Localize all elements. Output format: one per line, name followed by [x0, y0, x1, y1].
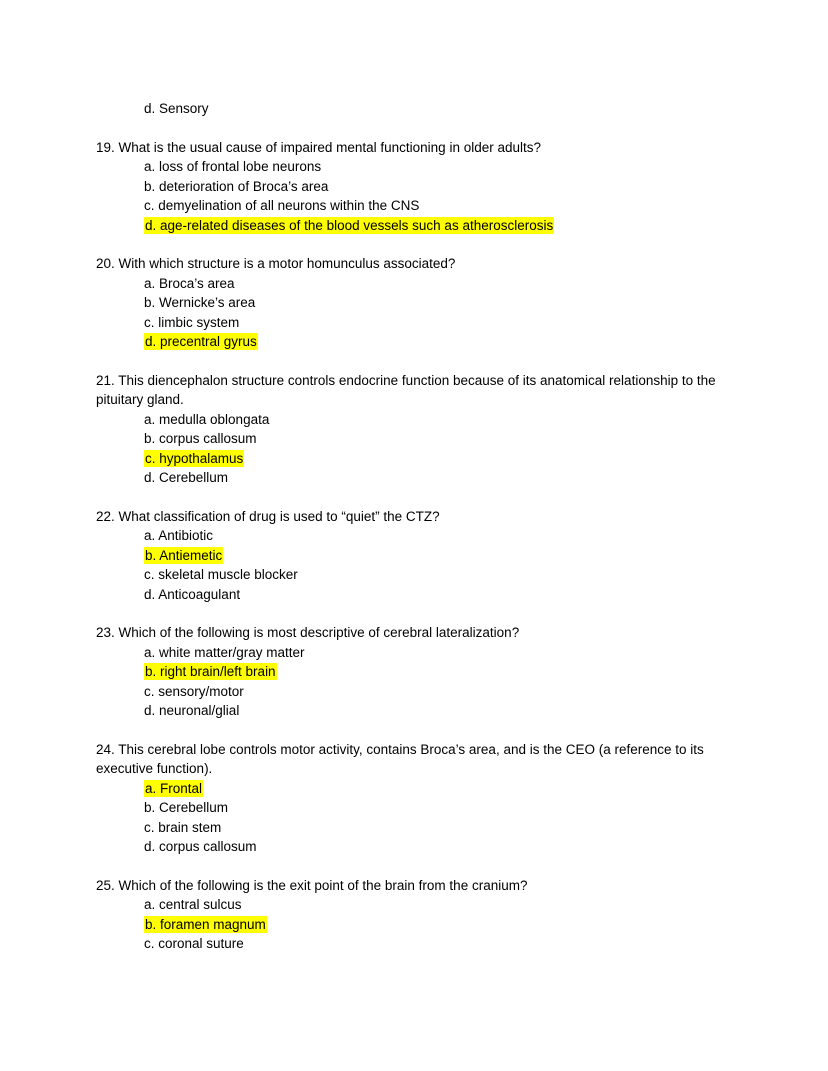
- question-text: 23. Which of the following is most descriptive of cerebral lateralization?: [96, 625, 520, 640]
- answer-option: [96, 216, 732, 236]
- answer-option-text: b. Cerebellum: [144, 800, 229, 815]
- highlighted-answer-text: c. hypothalamus: [145, 450, 244, 466]
- answer-option: [96, 798, 732, 818]
- question-text: 25. Which of the following is the exit point of the brain from the cranium?: [96, 877, 528, 893]
- question-block-19: [96, 138, 732, 236]
- answer-option: [96, 682, 732, 702]
- answer-option: [96, 565, 732, 585]
- answer-option-text: c. skeletal muscle blocker: [144, 567, 298, 582]
- question-text: 19. What is the usual cause of impaired mental functioning in older adults?: [96, 139, 542, 155]
- answer-option: [96, 818, 732, 838]
- answer-option: [96, 177, 732, 197]
- question-text: 20. With which structure is a motor homunculus associated?: [96, 256, 456, 271]
- question-block-22: [96, 507, 732, 605]
- answer-option: [96, 643, 732, 663]
- answer-option: [96, 468, 732, 488]
- highlighted-answer-text: b. right brain/left brain: [145, 664, 276, 679]
- answer-option-text: a. Broca’s area: [144, 275, 235, 291]
- answer-option: [96, 837, 732, 857]
- question-block-24: [96, 740, 732, 857]
- answer-option-text: d. Anticoagulant: [144, 586, 241, 602]
- answer-option-text: b. corpus callosum: [144, 431, 257, 446]
- answer-option-text: b. deterioration of Broca’s area: [144, 178, 329, 194]
- answer-option-text: b. Wernicke’s area: [144, 295, 256, 310]
- answer-option: [96, 662, 732, 682]
- answer-option: [96, 313, 732, 333]
- answer-option-text: d. corpus callosum: [144, 839, 257, 854]
- answer-option-text: a. white matter/gray matter: [144, 644, 305, 660]
- question-block-21: [96, 371, 732, 488]
- answer-option-text: a. medulla oblongata: [144, 411, 270, 427]
- answer-option: [96, 410, 732, 430]
- answer-option-text: a. loss of frontal lobe neurons: [144, 159, 322, 174]
- answer-option: [96, 526, 732, 546]
- answer-option-text: c. sensory/motor: [144, 683, 244, 699]
- highlighted-answer-text: b. foramen magnum: [145, 916, 266, 932]
- highlighted-answer-text: d. age-related diseases of the blood vessels such as atherosclerosis: [145, 217, 554, 233]
- answer-option-text: a. Antibiotic: [144, 528, 214, 543]
- answer-option: [96, 915, 732, 935]
- answer-option-text: d. neuronal/glial: [144, 703, 240, 718]
- answer-option-text: c. demyelination of all neurons within the CNS: [144, 198, 420, 213]
- question-text: 22. What classification of drug is used to “quiet” the CTZ?: [96, 508, 440, 524]
- answer-option: [96, 429, 732, 449]
- question-block-25: [96, 876, 732, 954]
- highlighted-answer-text: b. Antiemetic: [145, 547, 223, 563]
- highlighted-answer-text: d. precentral gyrus: [145, 334, 257, 349]
- answer-option: [96, 157, 732, 177]
- answer-option: [96, 779, 732, 799]
- answer-option: [96, 895, 732, 915]
- questions-container: [96, 138, 732, 954]
- highlighted-answer-text: a. Frontal: [145, 780, 203, 796]
- answer-option: [96, 546, 732, 566]
- question-block-20: [96, 254, 732, 352]
- answer-option: [96, 934, 732, 954]
- answer-option: [96, 196, 732, 216]
- answer-option: [96, 293, 732, 313]
- answer-option: [96, 449, 732, 469]
- answer-option: [96, 332, 732, 352]
- answer-option-text: d. Cerebellum: [144, 470, 229, 485]
- answer-option: [96, 701, 732, 721]
- answer-option: [96, 585, 732, 605]
- answer-option-text: c. limbic system: [144, 314, 240, 330]
- question-text: 21. This diencephalon structure controls endocrine function because of its anatomical relationship to the pituitary gland.: [96, 372, 716, 407]
- answer-option-text: c. coronal suture: [144, 936, 244, 951]
- answer-option: [96, 274, 732, 294]
- question-block-23: [96, 623, 732, 721]
- answer-option-text: c. brain stem: [144, 819, 222, 835]
- question-text: 24. This cerebral lobe controls motor activity, contains Broca’s area, and is the CEO (a reference to its executive function).: [96, 741, 704, 776]
- leading-answer-option: d. Sensory: [144, 101, 209, 116]
- answer-option-text: a. central sulcus: [144, 897, 242, 912]
